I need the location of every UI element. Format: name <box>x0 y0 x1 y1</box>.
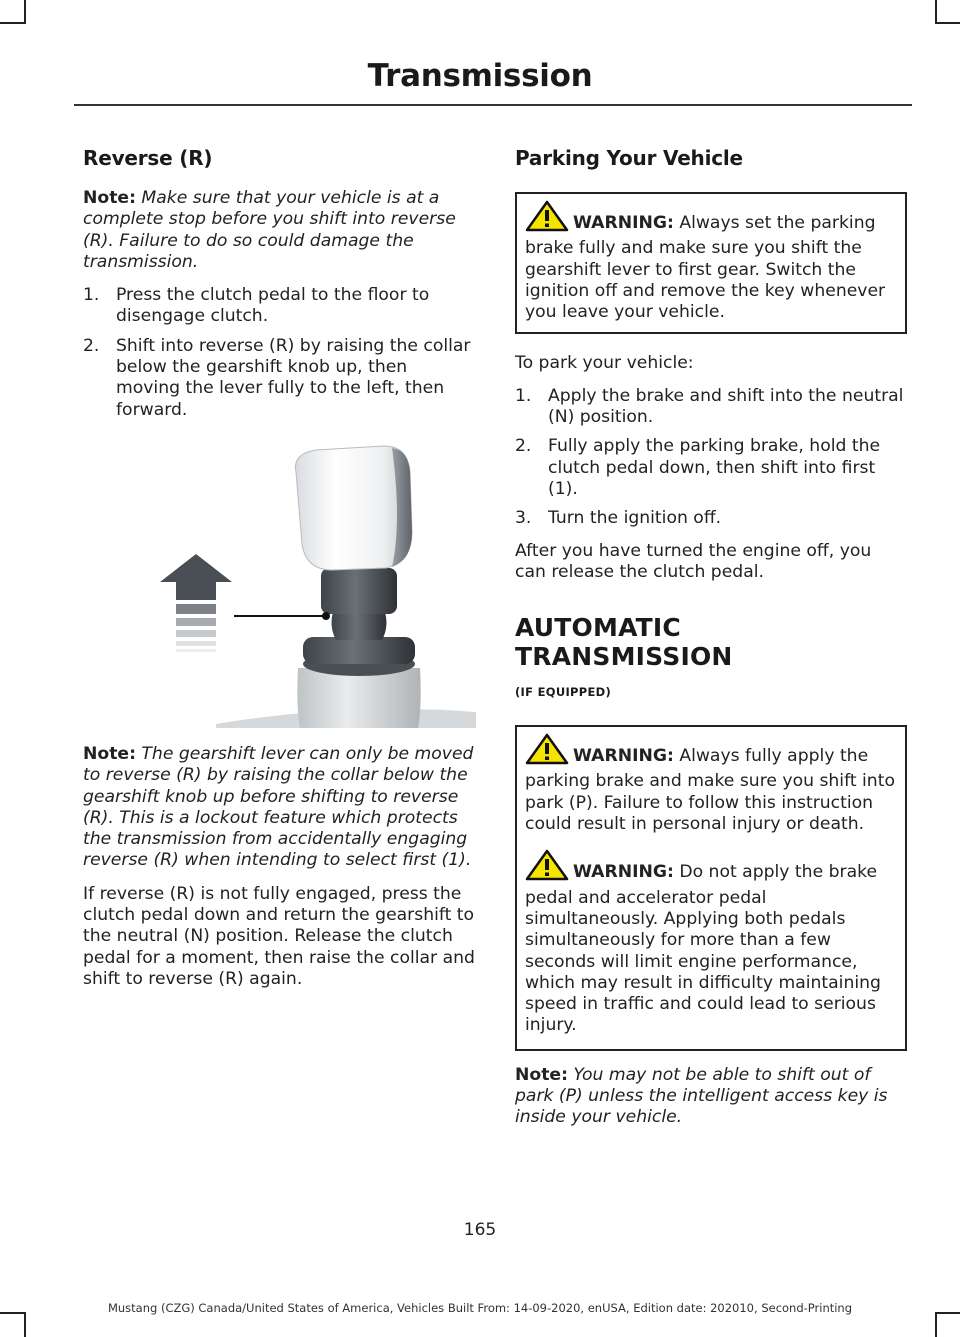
list-item <box>515 386 907 429</box>
crop-mark <box>935 22 960 24</box>
note-lockout <box>83 744 475 872</box>
note-label: Note: <box>83 744 136 764</box>
list-item <box>515 508 907 529</box>
section-subtitle: (IF EQUIPPED) <box>515 685 612 700</box>
list-number: 1. <box>83 285 100 306</box>
header-rule <box>74 104 912 106</box>
crop-mark <box>24 1314 26 1337</box>
gearshift-illustration <box>146 432 476 728</box>
warning-label: WARNING: <box>573 746 674 767</box>
warning-item <box>525 733 897 835</box>
warning-text: Always set the parking brake fully and make sure you shift the gearshift lever to first gear. Switch the ignition off and remove the key whenever you leave your vehicle. <box>525 213 886 323</box>
list-number: 1. <box>515 385 532 406</box>
list-number: 2. <box>83 335 100 356</box>
list-number: 2. <box>515 436 532 457</box>
note-label: Note: <box>515 1064 568 1085</box>
park-steps <box>515 386 907 530</box>
warning-label: WARNING: <box>573 213 674 233</box>
park-intro: To park your vehicle: <box>515 353 694 374</box>
list-text: Press the clutch pedal to the floor to disengage clutch. <box>116 285 430 327</box>
footer-text: Mustang (CZG) Canada/United States of America, Vehicles Built From: 14-09-2020, enUSA, Edition date: 202010, Second-Printing <box>107 1301 853 1315</box>
page-title: Transmission <box>367 58 593 94</box>
left-column <box>83 140 475 421</box>
right-column <box>515 140 907 1129</box>
note-label: Note: <box>83 188 136 208</box>
list-text: Apply the brake and shift into the neutral (N) position. <box>548 385 904 428</box>
warning-box <box>515 725 907 1051</box>
list-number: 3. <box>515 508 532 529</box>
note-intelligent-key <box>515 1065 907 1129</box>
reverse-steps <box>83 285 475 421</box>
section-heading-parking: Parking Your Vehicle <box>515 146 743 170</box>
list-item <box>83 336 475 421</box>
paragraph-reverse-engage: If reverse (R) is not fully engaged, press the clutch pedal down and return the gearshift to the neutral (N) position. Release the clutch pedal for a moment, then raise the collar and shift to reverse (R) again. <box>83 883 475 989</box>
warning-box <box>515 192 907 334</box>
crop-mark <box>0 22 26 24</box>
page-number: 165 <box>463 1220 497 1240</box>
note-text: Make sure that your vehicle is at a complete stop before you shift into reverse (R). Failure to do so could damage the transmission. <box>83 188 456 272</box>
note-reverse <box>83 188 475 273</box>
warning-item <box>525 849 897 1036</box>
list-text: Turn the ignition off. <box>548 508 722 529</box>
warning-text: Do not apply the brake pedal and accelerator pedal simultaneously. Applying both pedals simultaneously for more than a few seconds will limit engine performance, which may result in difficulty maintaining speed in traffic and could lead to serious injury. <box>525 862 881 1036</box>
list-text: Fully apply the parking brake, hold the clutch pedal down, then shift into first (1). <box>548 436 881 499</box>
note-text: The gearshift lever can only be moved to reverse (R) by raising the collar below the gearshift knob up before shifting to reverse (R). This is a lockout feature which protects the transmission from accidentally engaging reverse (R) when intending to select first (1). <box>83 744 474 871</box>
left-column-lower <box>83 744 475 990</box>
note-text: You may not be able to shift out of park (P) unless the intelligent access key is inside your vehicle. <box>515 1064 888 1128</box>
crop-mark <box>24 0 26 22</box>
warning-triangle-icon <box>525 733 569 771</box>
warning-triangle-icon <box>525 200 569 238</box>
park-after: After you have turned the engine off, you can release the clutch pedal. <box>515 540 872 582</box>
section-heading-reverse: Reverse (R) <box>83 146 213 170</box>
warning-triangle-icon <box>525 849 569 887</box>
section-title-automatic: AUTOMATIC TRANSMISSION <box>515 613 733 672</box>
list-text: Shift into reverse (R) by raising the collar below the gearshift knob up, then moving the lever fully to the left, then forward. <box>116 335 471 420</box>
warning-label: WARNING: <box>573 862 674 883</box>
crop-mark <box>935 0 937 22</box>
list-item <box>515 436 907 500</box>
list-item <box>83 285 475 328</box>
crop-mark <box>935 1314 937 1337</box>
warning-text: Always fully apply the parking brake and make sure you shift into park (P). Failure to follow this instruction could result in personal injury or death. <box>525 746 895 835</box>
